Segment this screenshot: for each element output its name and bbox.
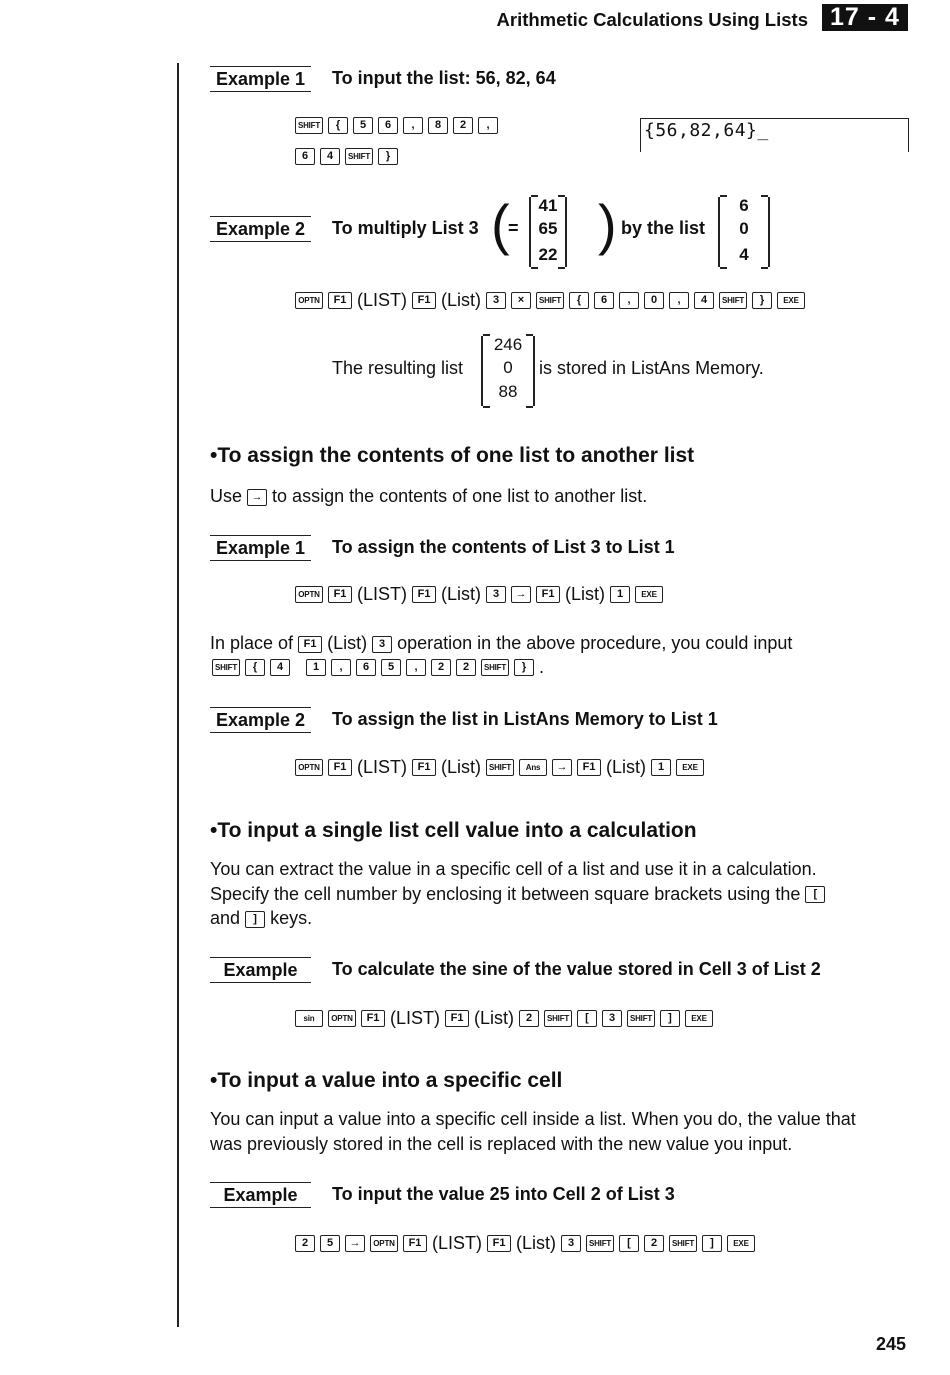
- result-text-pre: The resulting list: [332, 358, 464, 378]
- equals-sign: =: [508, 218, 519, 238]
- calculator-key-icon: F1: [412, 759, 436, 776]
- calculator-key-icon: 2: [453, 117, 473, 134]
- calculator-key-icon: 2: [456, 659, 476, 676]
- calculator-key-icon: F1: [298, 636, 322, 653]
- calculator-key-icon: }: [514, 659, 534, 676]
- calculator-key-icon: EXE: [777, 292, 805, 309]
- calculator-key-icon: F1: [445, 1010, 469, 1027]
- key-sequence: OPTN F1 (LIST) F1 (List) SHIFT Ans → F1 (List) 1 EXE: [295, 757, 704, 778]
- calculator-key-icon: 3: [561, 1235, 581, 1252]
- key-sequence: OPTN F1 (LIST) F1 (List) 3 → F1 (List) 1 EXE: [295, 584, 663, 605]
- margin-rule: [177, 63, 179, 1327]
- by-list-matrix: 6 0 4: [718, 197, 770, 267]
- list3-matrix: 41 65 22: [529, 197, 567, 267]
- paragraph: In place of F1 (List) 3 operation in the above procedure, you could input: [210, 633, 793, 653]
- example-description: To input the list: 56, 82, 64: [332, 68, 556, 88]
- calculator-key-icon: ,: [478, 117, 498, 134]
- left-paren: (: [491, 193, 510, 256]
- section-heading: •To assign the contents of one list to another list: [210, 444, 695, 467]
- calculator-key-icon: 8: [428, 117, 448, 134]
- calculator-key-icon: [: [577, 1010, 597, 1027]
- calculator-key-icon: F1: [412, 292, 436, 309]
- key-sequence: 2 5 → OPTN F1 (LIST) F1 (List) 3 SHIFT [ 2 SHIFT ] EXE: [295, 1233, 755, 1254]
- calculator-key-icon: {: [569, 292, 589, 309]
- calculator-key-icon: SHIFT: [586, 1235, 614, 1252]
- example-description: To input the value 25 into Cell 2 of List 3: [332, 1184, 675, 1204]
- calculator-key-icon: {: [328, 117, 348, 134]
- assign-arrow-key: →: [247, 489, 267, 506]
- example-description: To assign the list in ListAns Memory to List 1: [332, 709, 718, 729]
- calculator-key-icon: 3: [602, 1010, 622, 1027]
- calculator-key-icon: 4: [270, 659, 290, 676]
- calculator-key-icon: SHIFT: [295, 117, 323, 134]
- key-sequence: SHIFT { 4 1 , 6 5 , 2 2 SHIFT } .: [212, 657, 544, 678]
- calculator-key-icon: F1: [412, 586, 436, 603]
- calculator-key-icon: 5: [381, 659, 401, 676]
- calculator-key-icon: OPTN: [328, 1010, 356, 1027]
- calculator-key-icon: 6: [594, 292, 614, 309]
- example-label: Example 2: [210, 707, 311, 733]
- calculator-key-icon: SHIFT: [212, 659, 240, 676]
- calculator-key-icon: SHIFT: [345, 148, 373, 165]
- calculator-key-icon: ,: [403, 117, 423, 134]
- calculator-key-icon: 2: [519, 1010, 539, 1027]
- calculator-key-icon: 4: [694, 292, 714, 309]
- calculator-key-icon: OPTN: [295, 292, 323, 309]
- section-heading: •To input a single list cell value into a calculation: [210, 819, 697, 842]
- calculator-key-icon: 0: [644, 292, 664, 309]
- key-sequence: [295, 148, 398, 165]
- example-description: To calculate the sine of the value stored in Cell 3 of List 2: [332, 959, 821, 979]
- calculator-key-icon: [: [619, 1235, 639, 1252]
- calculator-key-icon: OPTN: [370, 1235, 398, 1252]
- calculator-key-icon: [: [805, 886, 825, 903]
- chapter-badge: 17 - 4: [822, 4, 908, 31]
- paragraph: You can input a value into a specific cell inside a list. When you do, the value that was previously stored in the cell is replaced with the new value you input.: [210, 1109, 856, 1154]
- calculator-key-icon: →: [345, 1235, 365, 1252]
- calculator-key-icon: F1: [536, 586, 560, 603]
- calculator-key-icon: EXE: [676, 759, 704, 776]
- paragraph: You can extract the value in a specific cell of a list and use it in a calculation. Specify the cell number by enclosing it between square brackets using the [ and ] keys.: [210, 857, 910, 931]
- calculator-key-icon: {: [245, 659, 265, 676]
- calculator-key-icon: SHIFT: [719, 292, 747, 309]
- page-header-title: Arithmetic Calculations Using Lists: [496, 9, 808, 30]
- calculator-key-icon: F1: [328, 292, 352, 309]
- example-label: Example: [210, 957, 311, 983]
- calculator-key-icon: ]: [245, 911, 265, 928]
- calculator-key-icon: EXE: [635, 586, 663, 603]
- calculator-key-icon: ×: [511, 292, 531, 309]
- calculator-key-icon: 5: [320, 1235, 340, 1252]
- calculator-key-icon: SHIFT: [669, 1235, 697, 1252]
- calculator-key-icon: 4: [320, 148, 340, 165]
- calculator-key-icon: F1: [403, 1235, 427, 1252]
- section-heading: •To input a value into a specific cell: [210, 1069, 563, 1092]
- calculator-key-icon: ,: [331, 659, 351, 676]
- calculator-key-icon: }: [378, 148, 398, 165]
- calculator-key-icon: ]: [660, 1010, 680, 1027]
- calculator-key-icon: →: [552, 759, 572, 776]
- calculator-key-icon: }: [752, 292, 772, 309]
- calculator-key-icon: 2: [644, 1235, 664, 1252]
- calculator-key-icon: SHIFT: [544, 1010, 572, 1027]
- calculator-key-icon: →: [511, 586, 531, 603]
- calculator-key-icon: 6: [356, 659, 376, 676]
- calculator-key-icon: SHIFT: [481, 659, 509, 676]
- calculator-key-icon: F1: [577, 759, 601, 776]
- calculator-key-icon: 2: [431, 659, 451, 676]
- result-matrix: 246 0 88: [481, 336, 535, 406]
- result-text-post: is stored in ListAns Memory.: [539, 358, 764, 378]
- calculator-key-icon: SHIFT: [486, 759, 514, 776]
- calculator-key-icon: sin: [295, 1010, 323, 1027]
- calculator-key-icon: F1: [361, 1010, 385, 1027]
- calculator-key-icon: EXE: [685, 1010, 713, 1027]
- calculator-key-icon: EXE: [727, 1235, 755, 1252]
- calculator-key-icon: F1: [328, 759, 352, 776]
- key-sequence: OPTN F1 (LIST) F1 (List) 3 × SHIFT { 6 , 0 , 4 SHIFT } EXE: [295, 290, 805, 311]
- calculator-key-icon: 3: [486, 292, 506, 309]
- calculator-key-icon: SHIFT: [627, 1010, 655, 1027]
- calculator-key-icon: 2: [295, 1235, 315, 1252]
- calculator-key-icon: 1: [651, 759, 671, 776]
- calculator-key-icon: Ans: [519, 759, 547, 776]
- by-the-list-text: by the list: [621, 218, 706, 238]
- calculator-key-icon: 1: [306, 659, 326, 676]
- calculator-key-icon: 1: [610, 586, 630, 603]
- key-sequence: sin OPTN F1 (LIST) F1 (List) 2 SHIFT [ 3 SHIFT ] EXE: [295, 1008, 713, 1029]
- calculator-key-icon: F1: [487, 1235, 511, 1252]
- calculator-key-icon: OPTN: [295, 586, 323, 603]
- calculator-key-icon: F1: [328, 586, 352, 603]
- calculator-key-icon: 3: [486, 586, 506, 603]
- calculator-key-icon: 6: [378, 117, 398, 134]
- right-paren: ): [598, 193, 617, 256]
- calculator-key-icon: OPTN: [295, 759, 323, 776]
- calculator-screen: {56,82,64}_: [640, 118, 909, 152]
- calculator-key-icon: ,: [669, 292, 689, 309]
- example-description: To assign the contents of List 3 to List 1: [332, 537, 675, 557]
- calculator-key-icon: 3: [372, 636, 392, 653]
- example-label: Example 1: [210, 535, 311, 561]
- example-description: To multiply List 3: [332, 218, 479, 238]
- example-label: Example 1: [210, 66, 311, 92]
- page-number: 245: [876, 1334, 907, 1354]
- example-label: Example 2: [210, 216, 311, 242]
- paragraph: Use → to assign the contents of one list to another list.: [210, 486, 648, 506]
- calculator-key-icon: ,: [619, 292, 639, 309]
- calculator-key-icon: 5: [353, 117, 373, 134]
- example-label: Example: [210, 1182, 311, 1208]
- calculator-key-icon: ,: [406, 659, 426, 676]
- calculator-key-icon: 6: [295, 148, 315, 165]
- calculator-key-icon: ]: [702, 1235, 722, 1252]
- key-sequence: [295, 117, 498, 134]
- calculator-key-icon: SHIFT: [536, 292, 564, 309]
